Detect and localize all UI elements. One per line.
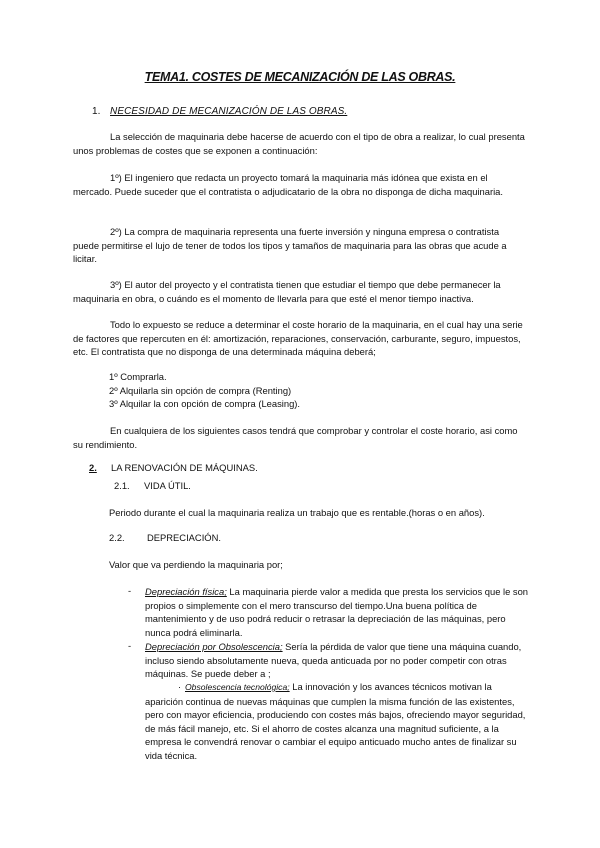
bullet-dash: - bbox=[128, 585, 132, 596]
point-1-paragraph: 1º) El ingeniero que redacta un proyecto tomará la maquinaria más idónea que exista en el mercado. Puede suceder que el contratista o adjudicatario de la obra no disponga de dicha maquinaria. bbox=[73, 172, 503, 197]
option-item: 2º Alquilarla sin opción de compra (Renting) bbox=[109, 384, 292, 396]
option-item: 1º Comprarla. bbox=[109, 371, 167, 382]
term-obsolescence: Depreciación por Obsolescencia; bbox=[145, 641, 283, 652]
subsection-2-1-number: 2.1. bbox=[114, 480, 130, 491]
term-technological-obsolescence: Obsolescencia tecnológica; bbox=[185, 682, 290, 692]
bullet-obsolescence bbox=[145, 640, 530, 681]
bullet-dash: - bbox=[128, 640, 132, 651]
physical-depreciation-text: La maquinaria pierde valor a medida que presta los servicios que le son propios o simplemente con el mero transcurso del tiempo.Una buena política de mantenimiento y de uso podrá reducir o retrasar la depreciación de las máquinas, pero nunca podrá eliminarla. bbox=[145, 586, 529, 638]
closing-paragraph: En cualquiera de los siguientes casos tendrá que comprobar y controlar el coste horario, asi como su rendimiento. bbox=[73, 425, 518, 450]
section-2-heading-text: LA RENOVACIÓN DE MÁQUINAS. bbox=[111, 462, 258, 473]
subsection-2-2-heading bbox=[109, 532, 221, 543]
section-1-intro-block bbox=[73, 130, 526, 157]
acquisition-options-list bbox=[109, 370, 300, 411]
document-title: TEMA1. COSTES DE MECANIZACIÓN DE LAS OBRAS. bbox=[144, 70, 456, 84]
term-physical-depreciation: Depreciación física; bbox=[145, 586, 227, 597]
summary-paragraph: Todo lo expuesto se reduce a determinar el coste horario de la maquinaria, en el cual hay una serie de factores que repercuten en él: amortización, reparaciones, conservación, carburante, seguro, impuestos, etc. El contratista que no disponga de una determinada máquina deberá; bbox=[73, 319, 523, 357]
option-item: 3º Alquilar la con opción de compra (Leasing). bbox=[109, 398, 301, 409]
point-2-paragraph: 2º) La compra de maquinaria representa una fuerte inversión y ninguna empresa o contratista puede permitirse el lujo de tener de todos los tipos y tamaños de maquinaria para las obras que acude a licitar. bbox=[73, 226, 507, 264]
point-3-block bbox=[73, 278, 526, 305]
subsection-2-2-text: Valor que va perdiendo la maquinaria por; bbox=[109, 559, 283, 570]
bullet-physical-depreciation bbox=[145, 585, 530, 639]
technological-obsolescence-text: La innovación y los avances técnicos motivan la aparición continua de nuevas máquinas que cumplen la misma función de las existentes, pero con mayor eficiencia, produciendo con costes más bajos, ofreciendo mayor seguridad, de más fácil manejo, etc. Si el ahorro de costes alcanza una magnitud suficiente, a la empresa le convendrá renovar o cambiar el equipo anticuado mucho antes de finalizar su vida técnica. bbox=[145, 681, 526, 761]
section-1-intro: La selección de maquinaria debe hacerse de acuerdo con el tipo de obra a realizar, lo cual presenta unos problemas de costes que se exponen a continuación: bbox=[73, 131, 525, 156]
point-3-paragraph: 3º) El autor del proyecto y el contratista tienen que estudiar el tiempo que debe permanecer la maquinaria en obra, o cuándo es el momento de llevarla para que esté el menor tiempo inactiva. bbox=[73, 279, 501, 304]
section-2-heading bbox=[89, 462, 258, 473]
subbullet-marker: · bbox=[177, 681, 181, 692]
section-1-heading bbox=[92, 106, 347, 117]
subsection-2-1-heading bbox=[114, 480, 191, 491]
section-2-number: 2. bbox=[89, 462, 97, 473]
point-2-block bbox=[73, 225, 526, 266]
section-1-number: 1. bbox=[92, 106, 101, 117]
subsection-2-2-title: DEPRECIACIÓN. bbox=[147, 532, 221, 543]
section-1-heading-text: NECESIDAD DE MECANIZACIÓN DE LAS OBRAS. bbox=[110, 106, 348, 117]
subsection-2-1-text: Periodo durante el cual la maquinaria realiza un trabajo que es rentable.(horas o en años). bbox=[109, 507, 485, 518]
subsection-2-2-number: 2.2. bbox=[109, 532, 125, 543]
closing-block bbox=[73, 424, 526, 451]
summary-block bbox=[73, 318, 526, 359]
subsection-2-1-title: VIDA ÚTIL. bbox=[144, 480, 191, 491]
subbullet-technological-obsolescence bbox=[145, 680, 530, 762]
point-1-block bbox=[73, 171, 526, 198]
obsolescence-text: Sería la pérdida de valor que tiene una máquina cuando, incluso siendo absolutamente nueva, queda anticuada por no poder competir con otras máquinas. Se puede deber a ; bbox=[145, 641, 522, 679]
